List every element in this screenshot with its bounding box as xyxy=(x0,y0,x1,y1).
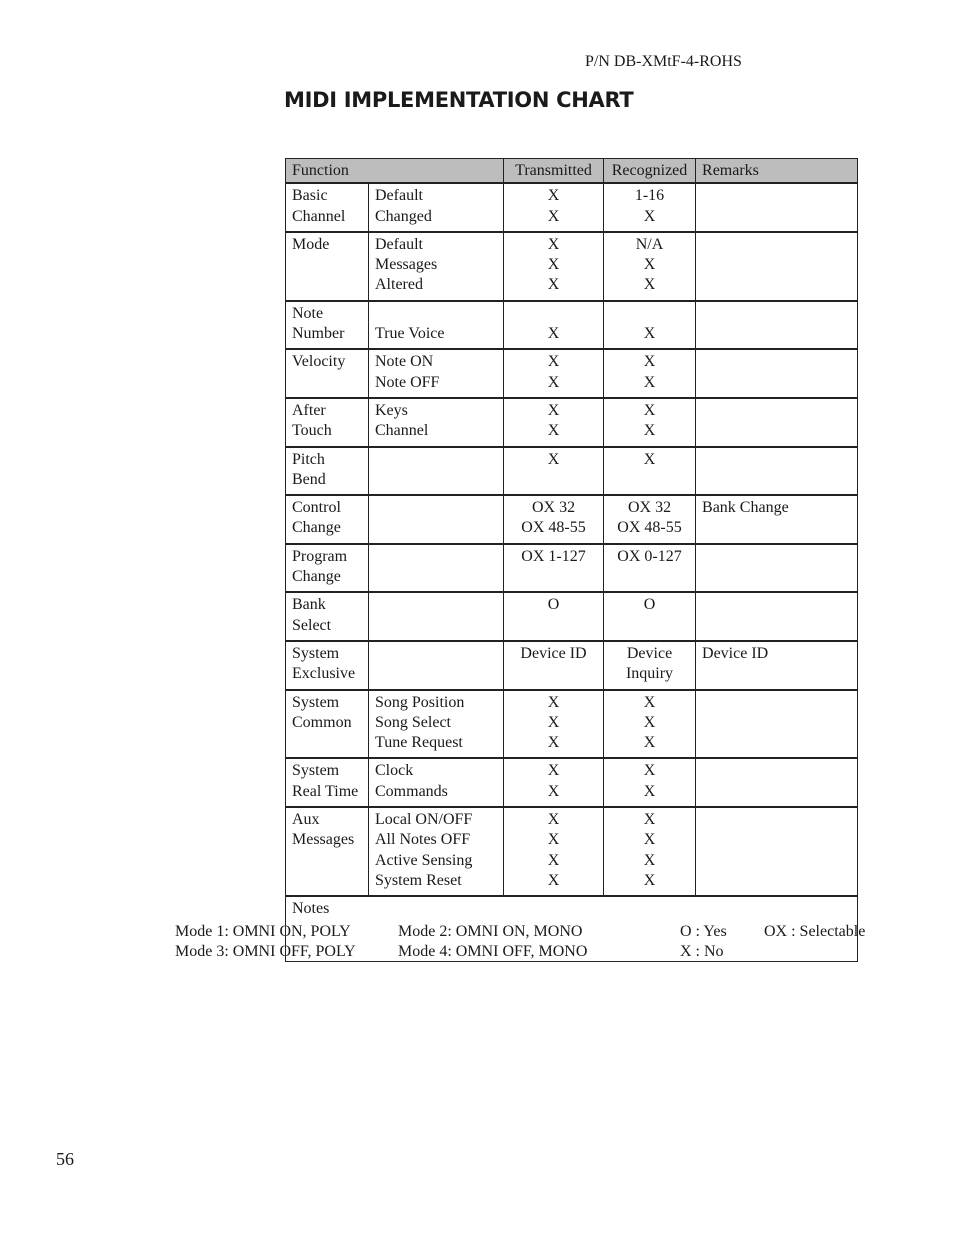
detail-line: Note ON xyxy=(375,353,434,371)
recognized-cell xyxy=(604,641,696,690)
function-cell xyxy=(286,807,369,896)
remarks-cell xyxy=(696,690,858,759)
transmitted-cell xyxy=(504,232,604,301)
recognized-line: X xyxy=(643,373,656,391)
detail-line: Keys xyxy=(375,401,408,419)
remarks-cell xyxy=(696,758,858,807)
notes-label: Notes xyxy=(292,900,330,918)
transmitted-line: OX 1-127 xyxy=(521,547,586,565)
transmitted-line: X xyxy=(547,851,560,869)
table-row xyxy=(286,447,858,496)
detail-line: Changed xyxy=(375,207,432,225)
function-line: Change xyxy=(292,568,341,586)
remarks-cell xyxy=(696,592,858,641)
transmitted-cell xyxy=(504,807,604,896)
recognized-line: X xyxy=(643,762,656,780)
remarks-cell xyxy=(696,641,858,690)
transmitted-line: X xyxy=(547,276,560,294)
legend-yes: O : Yes xyxy=(680,923,727,940)
function-line: After xyxy=(292,401,326,419)
column-header-transmitted: Transmitted xyxy=(504,159,604,184)
detail-cell xyxy=(369,690,504,759)
detail-line: Clock xyxy=(375,762,414,780)
recognized-line: X xyxy=(643,734,656,752)
recognized-line: OX 48-55 xyxy=(617,519,682,537)
remarks-cell xyxy=(696,398,858,447)
detail-cell xyxy=(369,447,504,496)
recognized-line: 1-16 xyxy=(634,187,665,205)
column-header-function: Function xyxy=(286,159,504,184)
detail-cell xyxy=(369,398,504,447)
legend-selectable: OX : Selectable xyxy=(764,923,866,940)
recognized-line xyxy=(610,304,689,324)
transmitted-line xyxy=(510,304,597,324)
column-header-recognized: Recognized xyxy=(604,159,696,184)
recognized-line: X xyxy=(643,713,656,731)
function-cell xyxy=(286,398,369,447)
page-title: MIDI IMPLEMENTATION CHART xyxy=(284,88,634,112)
midi-implementation-table xyxy=(285,158,858,962)
table-row xyxy=(286,641,858,690)
transmitted-cell xyxy=(504,183,604,232)
transmitted-cell xyxy=(504,544,604,593)
transmitted-line: X xyxy=(547,325,560,343)
recognized-line: X xyxy=(643,401,656,419)
table-row xyxy=(286,232,858,301)
function-line: Bend xyxy=(292,470,326,488)
detail-cell xyxy=(369,349,504,398)
function-cell xyxy=(286,690,369,759)
legend-no: X : No xyxy=(680,943,724,961)
transmitted-line: X xyxy=(547,762,560,780)
table-row xyxy=(286,807,858,896)
remarks-cell xyxy=(696,495,858,544)
detail-line: Song Select xyxy=(375,713,451,731)
transmitted-cell xyxy=(504,301,604,350)
recognized-line: OX 32 xyxy=(627,499,672,517)
remarks-cell xyxy=(696,544,858,593)
page-number: 56 xyxy=(56,1149,74,1169)
transmitted-cell xyxy=(504,398,604,447)
function-cell xyxy=(286,301,369,350)
function-line: Number xyxy=(292,325,345,343)
table-row xyxy=(286,398,858,447)
recognized-line: N/A xyxy=(635,235,664,253)
table-row xyxy=(286,349,858,398)
detail-cell xyxy=(369,641,504,690)
remarks-line: Bank Change xyxy=(702,499,789,517)
detail-line: Messages xyxy=(375,256,438,274)
remarks-cell xyxy=(696,807,858,896)
function-line: Bank xyxy=(292,596,326,614)
transmitted-line: X xyxy=(547,207,560,225)
detail-line: True Voice xyxy=(375,325,445,343)
detail-line: Default xyxy=(375,187,423,205)
recognized-cell xyxy=(604,544,696,593)
transmitted-line: X xyxy=(547,256,560,274)
table-row xyxy=(286,690,858,759)
remarks-cell xyxy=(696,183,858,232)
transmitted-cell xyxy=(504,349,604,398)
function-line: Program xyxy=(292,547,348,565)
remarks-cell xyxy=(696,447,858,496)
function-line: Channel xyxy=(292,207,346,225)
table-row xyxy=(286,495,858,544)
function-cell xyxy=(286,592,369,641)
recognized-line: X xyxy=(643,325,656,343)
function-line: Change xyxy=(292,519,341,537)
recognized-line: X xyxy=(643,811,656,829)
detail-cell xyxy=(369,758,504,807)
recognized-cell xyxy=(604,592,696,641)
recognized-cell xyxy=(604,349,696,398)
detail-line: Commands xyxy=(375,782,448,800)
transmitted-line: X xyxy=(547,450,560,468)
function-line: Common xyxy=(292,713,352,731)
transmitted-line: X xyxy=(547,811,560,829)
part-number: P/N DB-XMtF-4-ROHS xyxy=(585,53,742,70)
transmitted-line: X xyxy=(547,187,560,205)
detail-cell xyxy=(369,544,504,593)
detail-line: Channel xyxy=(375,422,429,440)
transmitted-line: X xyxy=(547,734,560,752)
detail-line: All Notes OFF xyxy=(375,831,471,849)
detail-line: Local ON/OFF xyxy=(375,811,473,829)
transmitted-line: X xyxy=(547,693,560,711)
recognized-line: Inquiry xyxy=(625,665,674,683)
recognized-line: X xyxy=(643,256,656,274)
function-line: Aux xyxy=(292,811,320,829)
table-header-row xyxy=(286,159,858,184)
function-line: System xyxy=(292,693,340,711)
transmitted-line: X xyxy=(547,401,560,419)
recognized-line: X xyxy=(643,353,656,371)
table-row xyxy=(286,183,858,232)
detail-line: Active Sensing xyxy=(375,851,473,869)
recognized-cell xyxy=(604,398,696,447)
transmitted-cell xyxy=(504,447,604,496)
legend-modes-odd xyxy=(175,922,356,963)
recognized-line: X xyxy=(643,207,656,225)
recognized-line: X xyxy=(643,871,656,889)
column-header-remarks: Remarks xyxy=(696,159,858,184)
transmitted-line: OX 32 xyxy=(531,499,576,517)
transmitted-cell xyxy=(504,690,604,759)
remarks-cell xyxy=(696,232,858,301)
function-cell xyxy=(286,232,369,301)
recognized-cell xyxy=(604,807,696,896)
table-row xyxy=(286,544,858,593)
function-line: Messages xyxy=(292,831,355,849)
detail-cell xyxy=(369,807,504,896)
transmitted-cell xyxy=(504,495,604,544)
recognized-line: X xyxy=(643,276,656,294)
function-cell xyxy=(286,495,369,544)
transmitted-line: X xyxy=(547,871,560,889)
detail-cell xyxy=(369,232,504,301)
detail-line: Tune Request xyxy=(375,734,463,752)
transmitted-line: X xyxy=(547,782,560,800)
transmitted-line: X xyxy=(547,713,560,731)
recognized-cell xyxy=(604,232,696,301)
detail-line: Song Position xyxy=(375,693,465,711)
recognized-line: X xyxy=(643,422,656,440)
transmitted-line: X xyxy=(547,831,560,849)
transmitted-line: X xyxy=(547,373,560,391)
recognized-line: Device xyxy=(626,644,673,662)
transmitted-line: X xyxy=(547,353,560,371)
recognized-cell xyxy=(604,495,696,544)
recognized-line: X xyxy=(643,851,656,869)
function-cell xyxy=(286,758,369,807)
function-line: System xyxy=(292,762,340,780)
detail-cell xyxy=(369,592,504,641)
legend-mode-1: Mode 1: OMNI ON, POLY xyxy=(175,923,351,940)
detail-line: Altered xyxy=(375,276,423,294)
transmitted-line: OX 48-55 xyxy=(521,519,586,537)
transmitted-cell xyxy=(504,758,604,807)
remarks-cell xyxy=(696,349,858,398)
transmitted-line: X xyxy=(547,422,560,440)
recognized-cell xyxy=(604,690,696,759)
transmitted-cell xyxy=(504,592,604,641)
detail-cell xyxy=(369,301,504,350)
legend-mode-3: Mode 3: OMNI OFF, POLY xyxy=(175,943,356,961)
recognized-line: X xyxy=(643,831,656,849)
function-line: Control xyxy=(292,499,341,517)
function-line: Basic xyxy=(292,187,328,205)
detail-line: System Reset xyxy=(375,871,462,889)
legend-mode-2: Mode 2: OMNI ON, MONO xyxy=(398,923,583,940)
function-line: Mode xyxy=(292,235,330,253)
function-line: Touch xyxy=(292,422,332,440)
recognized-cell xyxy=(604,183,696,232)
function-line: Select xyxy=(292,616,332,634)
transmitted-line: O xyxy=(547,596,560,614)
transmitted-line: Device ID xyxy=(520,644,587,662)
function-line: Real Time xyxy=(292,782,359,800)
detail-line: Default xyxy=(375,235,423,253)
function-cell xyxy=(286,183,369,232)
recognized-cell xyxy=(604,447,696,496)
detail-cell xyxy=(369,495,504,544)
function-cell xyxy=(286,447,369,496)
function-line: Note xyxy=(292,304,324,322)
function-line: Velocity xyxy=(292,353,346,371)
table-row xyxy=(286,758,858,807)
legend-selectable-block xyxy=(764,922,865,942)
table-row xyxy=(286,592,858,641)
detail-cell xyxy=(369,183,504,232)
legend-modes-even xyxy=(398,922,587,963)
remarks-line: Device ID xyxy=(702,644,769,662)
recognized-line: OX 0-127 xyxy=(617,547,682,565)
detail-line: Note OFF xyxy=(375,373,440,391)
transmitted-line: X xyxy=(547,235,560,253)
function-line: System xyxy=(292,644,340,662)
recognized-cell xyxy=(604,758,696,807)
function-cell xyxy=(286,641,369,690)
recognized-cell xyxy=(604,301,696,350)
legend-symbols xyxy=(680,922,727,963)
recognized-line: X xyxy=(643,693,656,711)
function-line: Exclusive xyxy=(292,665,356,683)
recognized-line: X xyxy=(643,450,656,468)
function-line: Pitch xyxy=(292,450,325,468)
table-row xyxy=(286,301,858,350)
function-cell xyxy=(286,349,369,398)
transmitted-cell xyxy=(504,641,604,690)
recognized-line: X xyxy=(643,782,656,800)
legend-mode-4: Mode 4: OMNI OFF, MONO xyxy=(398,943,588,961)
remarks-cell xyxy=(696,301,858,350)
detail-line xyxy=(375,304,497,324)
recognized-line: O xyxy=(643,596,656,614)
function-cell xyxy=(286,544,369,593)
